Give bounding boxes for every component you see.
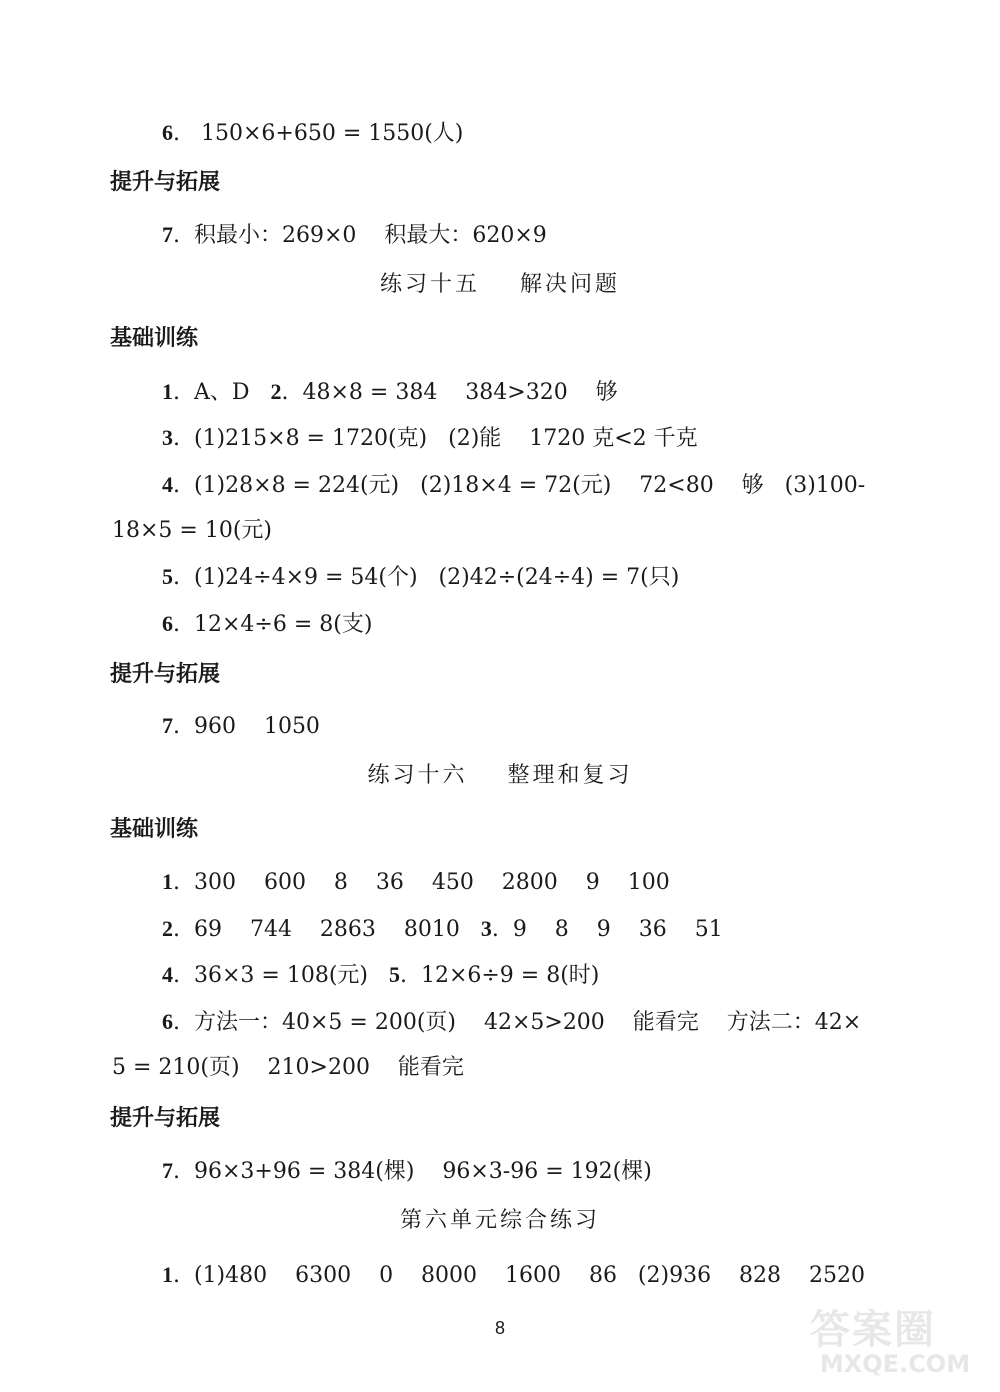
question-number: 4 xyxy=(162,472,173,497)
question-number: 7 xyxy=(162,713,173,738)
question-number: 7 xyxy=(162,1158,173,1183)
question-number: 2 xyxy=(162,916,173,941)
answer-text: . A、D xyxy=(173,380,271,405)
question-number: 1 xyxy=(162,379,173,404)
answer-text: . 69 744 2863 8010 xyxy=(173,917,481,942)
exercise-title: 第六单元综合练习 xyxy=(399,1208,600,1233)
answer-line xyxy=(162,562,679,593)
section-heading: 基础训练 xyxy=(110,817,199,842)
answer-text: . 方法一：40×5 = 200(页) 42×5>200 能看完 方法二：42× xyxy=(173,1010,862,1035)
answer-line xyxy=(162,220,547,251)
answer-text: . (1)24÷4×9 = 54(个) (2)42÷(24÷4) = 7(只) xyxy=(173,565,680,590)
answer-text: . 36×3 = 108(元) xyxy=(173,963,389,988)
answer-line xyxy=(162,1260,865,1291)
section-heading: 提升与拓展 xyxy=(110,170,221,195)
answer-line xyxy=(162,118,463,149)
answer-text: . 12×6÷9 = 8(时) xyxy=(399,963,600,988)
answer-line xyxy=(162,377,618,408)
answer-continuation: 5 = 210(页) 210>200 能看完 xyxy=(112,1055,464,1080)
question-number: 3 xyxy=(480,916,492,941)
answer-line xyxy=(162,914,723,945)
answer-text: . (1)28×8 = 224(元) (2)18×4 = 72(元) 72<80 够 (3)100- xyxy=(173,473,866,498)
answer-text: . 960 1050 xyxy=(173,714,320,739)
answer-text: . 300 600 8 36 450 2800 9 100 xyxy=(173,870,670,895)
answer-text: . 9 8 9 36 51 xyxy=(491,917,723,942)
question-number: 5 xyxy=(162,564,173,589)
question-number: 6 xyxy=(162,1009,173,1034)
answer-continuation: 18×5 = 10(元) xyxy=(112,518,273,543)
question-number: 7 xyxy=(162,222,173,247)
section-heading: 提升与拓展 xyxy=(110,1106,221,1131)
answer-line xyxy=(162,867,670,898)
answer-text: . 96×3+96 = 384(棵) 96×3-96 = 192(棵) xyxy=(173,1159,652,1184)
answer-line xyxy=(162,1156,652,1187)
section-heading: 基础训练 xyxy=(110,326,199,351)
exercise-title: 练习十五 解决问题 xyxy=(380,272,620,297)
answer-text: . 150×6+650 = 1550(人) xyxy=(173,121,464,146)
question-number: 3 xyxy=(162,425,173,450)
question-number: 4 xyxy=(162,962,173,987)
question-number: 1 xyxy=(162,869,173,894)
watermark xyxy=(800,1298,990,1386)
exercise-title: 练习十六 整理和复习 xyxy=(367,763,633,788)
watermark-url: MXQE.COM xyxy=(819,1350,971,1378)
page-number: 8 xyxy=(494,1318,505,1338)
question-number: 6 xyxy=(162,611,173,636)
answer-text: . 积最小：269×0 积最大：620×9 xyxy=(173,223,547,248)
question-number: 2 xyxy=(270,379,282,404)
answer-text: . (1)480 6300 0 8000 1600 86 (2)936 828 2520 xyxy=(173,1263,866,1288)
answer-line xyxy=(162,470,865,501)
question-number: 6 xyxy=(162,120,173,145)
answer-line xyxy=(162,960,599,991)
question-number: 5 xyxy=(388,962,400,987)
section-heading: 提升与拓展 xyxy=(110,662,221,687)
watermark-logo: 答案圈 xyxy=(810,1307,936,1353)
answer-text: . 12×4÷6 = 8(支) xyxy=(173,612,373,637)
answer-text: . 48×8 = 384 384>320 够 xyxy=(281,380,618,405)
question-number: 1 xyxy=(162,1262,173,1287)
answer-line xyxy=(162,1007,861,1038)
answer-line xyxy=(162,711,320,742)
answer-line xyxy=(162,423,698,454)
answer-text: . (1)215×8 = 1720(克) (2)能 1720 克<2 千克 xyxy=(173,426,698,451)
answer-line xyxy=(162,609,372,640)
